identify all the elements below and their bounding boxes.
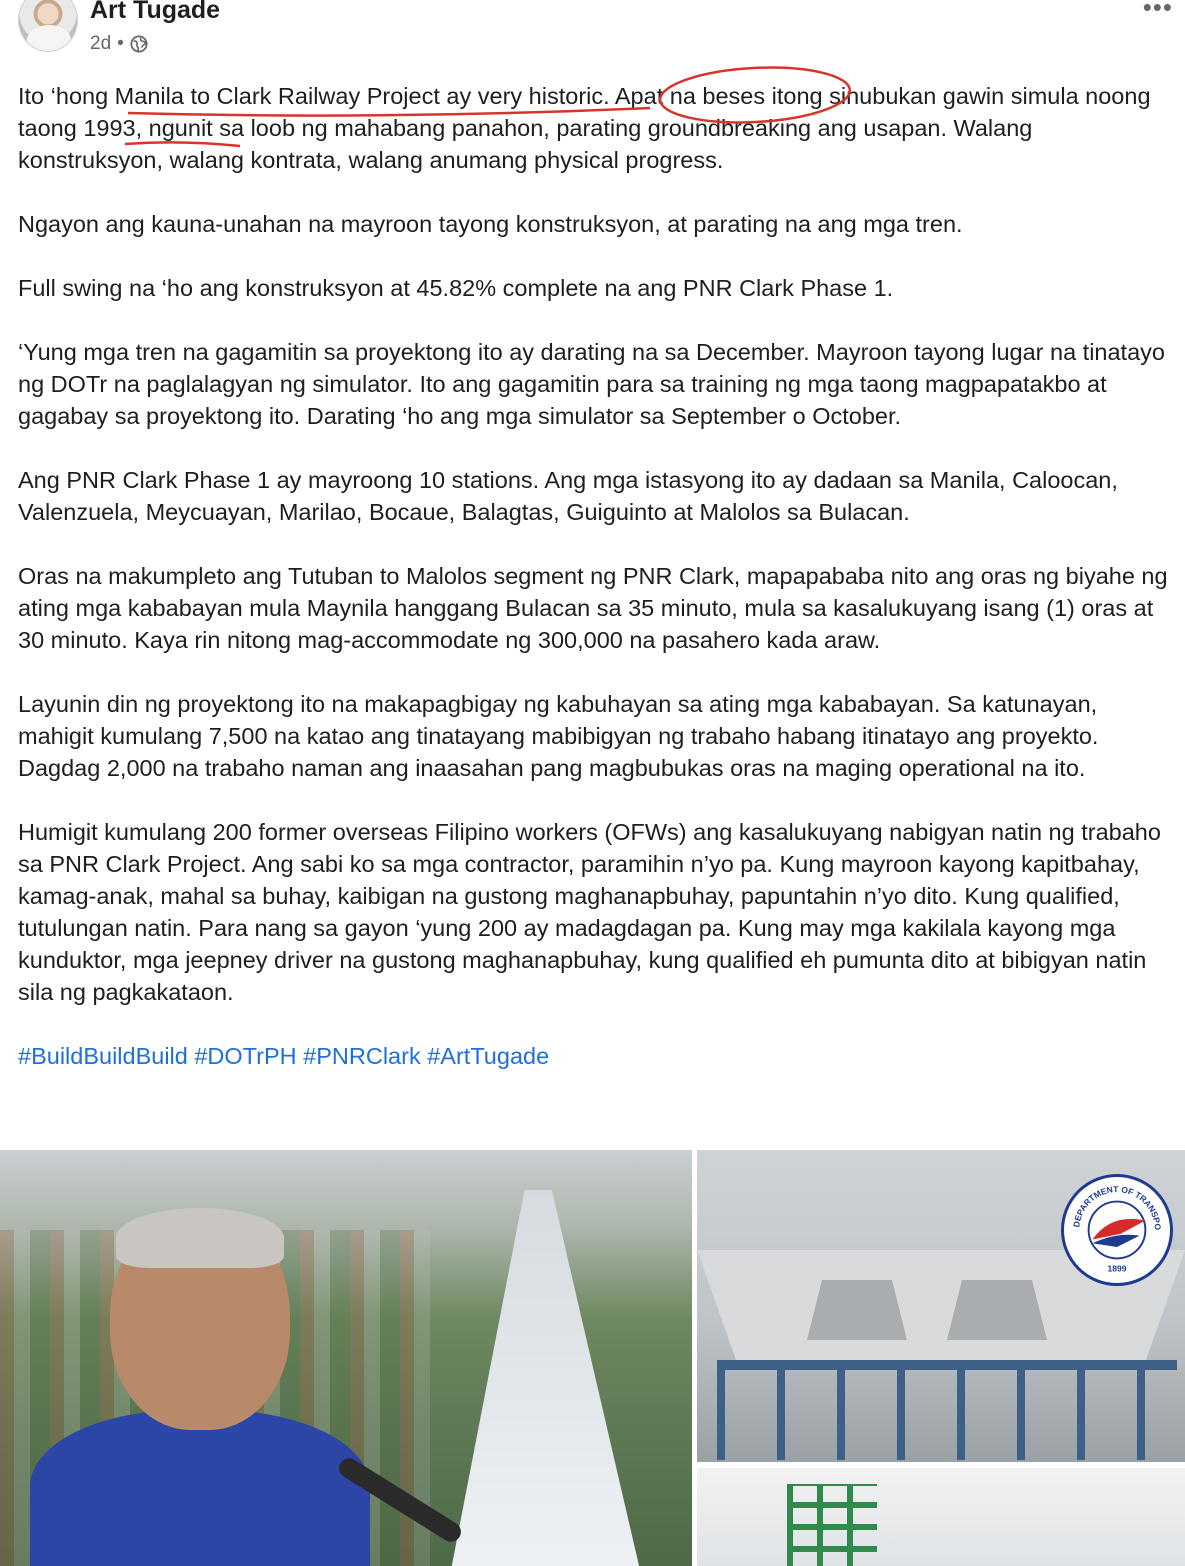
logo-department-text: DEPARTMENT OF TRANSPO: [1071, 1184, 1163, 1231]
meta-separator: •: [117, 33, 124, 54]
globe-icon: [130, 35, 148, 53]
post-text: [18, 80, 1178, 1072]
post-photos[interactable]: [0, 1150, 1185, 1566]
post-paragraph-1: Ito ‘hong Manila to Clark Railway Project ay very historic. Apat na beses itong sinubukan gawin simula noong taong 1993, ngunit sa loob ng mahabang panahon, parating groundbreaking ang usapan. Walang konstruksyon, walang kontrata, walang anumang physical progress.: [18, 83, 1151, 173]
photo-girder[interactable]: [697, 1150, 1185, 1462]
post-paragraph-5: Ang PNR Clark Phase 1 ay mayroong 10 stations. Ang mga istasyong ito ay dadaan sa Manila, Caloocan, Valenzuela, Meycuayan, Marilao, Bocaue, Balagtas, Guiguinto at Malolos sa Bulacan.: [18, 467, 1118, 525]
hashtag-links[interactable]: #BuildBuildBuild #DOTrPH #PNRClark #ArtTugade: [18, 1043, 550, 1069]
photo-scaffold[interactable]: [697, 1468, 1185, 1566]
avatar-shirt: [27, 25, 71, 52]
more-options-icon[interactable]: •••: [1142, 0, 1173, 22]
author-avatar[interactable]: [18, 0, 78, 52]
girder-opening-right: [947, 1280, 1047, 1340]
post-paragraph-6: Oras na makumpleto ang Tutuban to Malolos segment ng PNR Clark, mapapababa nito ang oras ng biyahe ng ating mga kababayan mula Maynila hanggang Bulacan sa 35 minuto, mula sa kasalukuyang isang (1) oras at 30 minuto. Kaya rin nitong mag-accommodate ng 300,000 na pasahero kada araw.: [18, 563, 1168, 653]
logo-year: 1899: [1107, 1263, 1127, 1274]
post-paragraph-4: ‘Yung mga tren na gagamitin sa proyektong ito ay darating na sa December. Mayroon tayong lugar na tinatayo ng DOTr na paglalagyan ng simulator. Ito ang gagamitin para sa training ng mga taong magpapatakbo at gagabay sa proyektong ito. Darating ‘ho ang mga simulator sa September o October.: [18, 339, 1165, 429]
speaker-hair: [116, 1208, 284, 1268]
girder-opening-left: [807, 1280, 907, 1340]
post-time[interactable]: 2d: [90, 33, 112, 54]
photo-viaduct: [430, 1190, 640, 1566]
dotr-logo: [1061, 1174, 1173, 1286]
author-name[interactable]: Art Tugade: [90, 0, 221, 24]
post-paragraph-7: Layunin din ng proyektong ito na makapagbigay ng kabuhayan sa ating mga kababayan. Sa katunayan, mahigit kumulang 7,500 na katao ang tinatayang mabibigyan ng trabaho habang itinatayo ang proyekto. Dagdag 2,000 na trabaho naman ang inaasahan pang magbubukas oras na maging operational na ito.: [18, 691, 1099, 781]
post-paragraph-8: Humigit kumulang 200 former overseas Filipino workers (OFWs) ang kasalukuyang nabigyan natin ng trabaho sa PNR Clark Project. Ang sabi ko sa mga contractor, paramihin n’yo pa. Kung mayroon kayong kapitbahay, kamag-anak, mahal sa buhay, kaibigan na gustong maghanapbuhay, papuntahin n’yo dito. Kung qualified, tutulungan natin. Para nang sa gayon ‘yung 200 ay madagdagan pa. Kung may mga kakilala kayong mga kunduktor, mga jeepney driver na gustong maghanapbuhay, kung qualified eh pumunta dito at bibigyan natin sila ng pagkakataon.: [18, 819, 1161, 1005]
green-scaffold: [787, 1484, 877, 1566]
post-header: [0, 0, 1185, 70]
photo-viaduct-speaker[interactable]: [0, 1150, 692, 1566]
steel-frame: [717, 1360, 1177, 1460]
post-meta: [90, 33, 148, 55]
photo-speaker: [30, 1210, 370, 1566]
speaker-body: [30, 1410, 370, 1566]
post-paragraph-3: Full swing na ‘ho ang konstruksyon at 45.82% complete na ang PNR Clark Phase 1.: [18, 275, 894, 301]
post-paragraph-2: Ngayon ang kauna-unahan na mayroon tayong konstruksyon, at parating na ang mga tren.: [18, 211, 963, 237]
